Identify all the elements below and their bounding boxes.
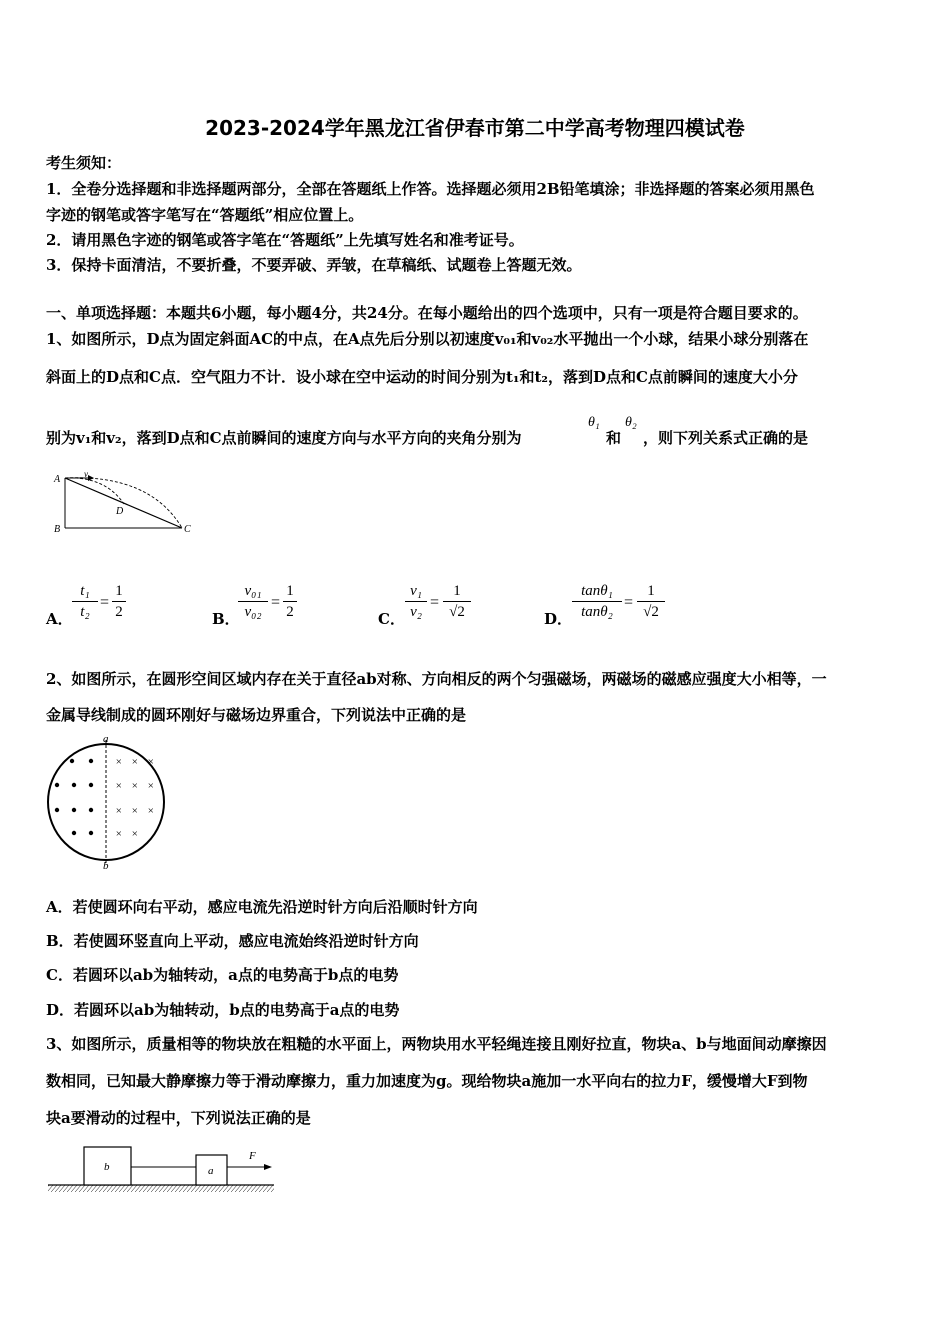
svg-text:×: × <box>147 805 155 817</box>
q1-line-3a: 别为v₁和v₂，落到D点和C点前瞬间的速度方向与水平方向的夹角分别为 <box>46 429 522 447</box>
svg-text:×: × <box>147 780 155 792</box>
q3-line-2: 数相同，已知最大静摩擦力等于滑动摩擦力，重力加速度为g。现给物块a施加一水平向右的拉力F，缓慢增大F到物 <box>46 1072 808 1090</box>
theta1-symbol: θ₁ <box>588 415 600 430</box>
notice-line-3: 2．请用黑色字迹的钢笔或答字笔在“答题纸”上先填写姓名和准考证号。 <box>46 231 524 249</box>
q1-option-a-fraction: t₁ t₂ <box>72 582 98 621</box>
notice-line-4: 3．保持卡面清洁，不要折叠，不要弄破、弄皱，在草稿纸、试题卷上答题无效。 <box>46 256 582 274</box>
q3-line-1: 3、如图所示，质量相等的物块放在粗糙的水平面上，两物块用水平轻绳连接且刚好拉直，物块a、b与地面间动摩擦因 <box>46 1035 827 1053</box>
blocks-figure <box>44 1143 279 1195</box>
field-out-dots <box>55 759 93 835</box>
q1-option-b-eq: = <box>271 594 281 611</box>
q1-line-1: 1、如图所示，D点为固定斜面AC的中点，在A点先后分别以初速度v₀₁和v₀₂水平抛出一个小球，结果小球分别落在 <box>46 330 809 348</box>
label-b: b <box>103 860 109 870</box>
theta2-symbol: θ₂ <box>625 415 637 430</box>
q1-option-a-value: 1 2 <box>112 582 126 621</box>
svg-text:×: × <box>115 756 123 768</box>
notice-line-1: 1．全卷分选择题和非选择题两部分，全部在答题纸上作答。选择题必须用2B铅笔填涂；非选择题的答案必须用黑色 <box>46 180 815 198</box>
svg-text:×: × <box>115 828 123 840</box>
q1-line-3b: ，则下列关系式正确的是 <box>643 429 809 447</box>
block-b-label: b <box>104 1161 110 1173</box>
q2-option-c: C．若圆环以ab为轴转动，a点的电势高于b点的电势 <box>46 966 399 984</box>
q3-line-3: 块a要滑动的过程中，下列说法正确的是 <box>46 1109 311 1127</box>
q1-option-b-fraction: v₀₁ v₀₂ <box>238 582 268 621</box>
magnetic-field-figure <box>44 734 169 870</box>
q1-option-a-eq: = <box>100 594 110 611</box>
q1-and: 和 <box>606 429 622 447</box>
q1-option-d-value: 1 √2 <box>637 582 665 621</box>
q1-option-b-value: 1 2 <box>283 582 297 621</box>
q1-option-d-fraction: tanθ₁ tanθ₂ <box>572 582 622 621</box>
q1-option-d-eq: = <box>624 594 634 611</box>
q1-option-b-letter: B． <box>212 610 240 628</box>
force-label: F <box>249 1150 256 1162</box>
q2-line-1: 2、如图所示，在圆形空间区域内存在关于直径ab对称、方向相反的两个匀强磁场，两磁场的磁感应强度大小相等，一 <box>46 670 827 688</box>
q1-line-2: 斜面上的D点和C点．空气阻力不计．设小球在空中运动的时间分别为t₁和t₂，落到D点和C点前瞬间的速度大小分 <box>46 368 798 386</box>
notice-heading: 考生须知： <box>46 154 122 172</box>
block-a-label: a <box>208 1165 214 1177</box>
q1-option-c-letter: C． <box>378 610 405 628</box>
incline-figure <box>50 468 200 538</box>
svg-text:×: × <box>131 780 139 792</box>
q1-option-d-letter: D． <box>544 610 573 628</box>
q2-option-d: D．若圆环以ab为轴转动，b点的电势高于a点的电势 <box>46 1001 400 1019</box>
q1-option-a-letter: A． <box>46 610 73 628</box>
q2-option-b: B．若使圆环竖直向上平动，感应电流始终沿逆时针方向 <box>46 932 419 950</box>
q1-option-c-fraction: v₁ v₂ <box>405 582 427 621</box>
label-D: D <box>116 506 124 517</box>
label-C: C <box>184 524 191 535</box>
label-v: v <box>84 469 88 479</box>
svg-text:×: × <box>131 805 139 817</box>
label-a: a <box>103 734 109 745</box>
page-title: 2023-2024学年黑龙江省伊春市第二中学高考物理四模试卷 <box>205 116 745 140</box>
label-B: B <box>54 524 61 535</box>
svg-text:×: × <box>131 756 139 768</box>
section-heading: 一、单项选择题：本题共6小题，每小题4分，共24分。在每小题给出的四个选项中，只有一项是符合题目要求的。 <box>46 304 808 322</box>
q2-line-2: 金属导线制成的圆环刚好与磁场边界重合，下列说法中正确的是 <box>46 706 467 724</box>
svg-text:×: × <box>115 805 123 817</box>
field-in-crosses <box>115 756 154 840</box>
svg-text:×: × <box>147 756 155 768</box>
svg-text:×: × <box>131 828 139 840</box>
q1-option-c-value: 1 √2 <box>443 582 471 621</box>
label-A: A <box>54 474 61 485</box>
notice-line-2: 字迹的钢笔或答字笔写在“答题纸”相应位置上。 <box>46 206 364 224</box>
svg-text:×: × <box>115 780 123 792</box>
q1-option-c-eq: = <box>430 594 440 611</box>
q2-option-a: A．若使圆环向右平动，感应电流先沿逆时针方向后沿顺时针方向 <box>46 898 478 916</box>
